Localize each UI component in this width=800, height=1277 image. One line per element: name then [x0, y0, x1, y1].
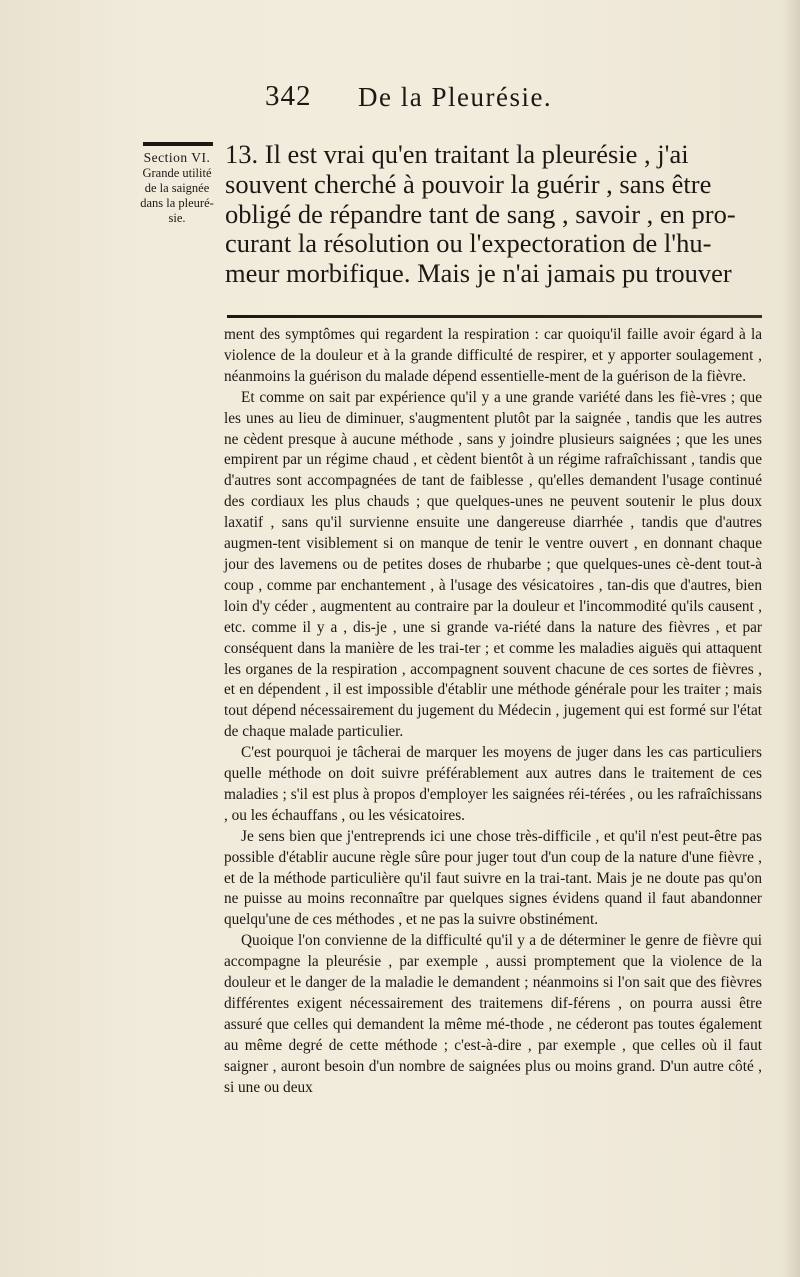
- footnote-rule: [227, 315, 762, 318]
- margin-notes: [140, 150, 214, 226]
- main-text-line: curant la résolution ou l'expectoration de l'hu-: [225, 228, 712, 259]
- margin-rule: [143, 142, 213, 146]
- margin-note-line: de la saignée: [144, 181, 210, 195]
- page-edge-shadow: [782, 0, 800, 1277]
- main-text-line: obligé de répandre tant de sang , savoir , en pro-: [225, 198, 736, 229]
- footnote-paragraph: Quoique l'on convienne de la difficulté qu'il y a de déterminer le genre de fièvre qui accompagne la pleurésie , par exemple , aussi promptement que la violence de la douleur et le danger de la maladie le demandent ; néanmoins si l'on sait que des fièvres différentes exigent nécessairement des traitemens dif-férens , on pourra aussi être assuré que celles qui demandent la même mé-thode , ne céderont pas toutes également au même degré de cette méthode ; c'est-à-dire , par exemple , que celles où il faut saigner , auront besoin d'un nombre de saignées plus ou moins grand. D'un autre côté , si une ou deux: [224, 932, 762, 1096]
- page-header: [265, 80, 605, 120]
- main-text-line: souvent cherché à pouvoir la guérir , sans être: [225, 168, 712, 199]
- footnote-paragraph: Je sens bien que j'entreprends ici une chose très-difficile , et qu'il n'est peut-être pas possible d'établir aucune règle sûre pour juger tout d'un coup de la nature d'une fièvre , et de la méthode particulière qu'il faut suivre en la trai-tant. Mais je ne doute pas qu'on ne puisse au moins reconnaître par quelques signes évidens quand il faut abandonner quelqu'une de ces méthodes , et ne pas la suivre obstinément.: [224, 827, 762, 929]
- section-label: Section VI.: [143, 150, 211, 165]
- running-title: De la Pleurésie.: [358, 82, 553, 112]
- margin-note-line: Grande utilité: [142, 166, 212, 180]
- main-text-line: meur morbifique. Mais je n'ai jamais pu trouver: [225, 258, 732, 289]
- footnote-paragraph: ment des symptômes qui regardent la respiration : car quoiqu'il faille avoir égard à la violence de la douleur et à la grande difficulté de respirer, et y apporter soulagement , néanmoins la guérison du malade dépend essentielle-ment de la guérison de la fièvre.: [224, 326, 762, 385]
- main-paragraph: [225, 139, 736, 289]
- margin-note-line: dans la pleuré-: [140, 196, 214, 210]
- footnote-paragraph: C'est pourquoi je tâcherai de marquer les moyens de juger dans les cas particuliers quelle méthode on doit suivre préférablement aux autres dans le traitement de ces maladies ; s'il est plus à propos d'employer les saignées réi-térées , ou les rafraîchissans , ou les échauffans , ou les vésicatoires.: [224, 744, 762, 824]
- main-text-line: 13. Il est vrai qu'en traitant la pleurésie , j'ai: [225, 139, 689, 169]
- page-number: 342: [265, 80, 312, 112]
- margin-note-line: sie.: [168, 211, 186, 225]
- footnotes: [224, 325, 762, 1099]
- footnote-paragraph: Et comme on sait par expérience qu'il y a une grande variété dans les fiè-vres ; que les unes au lieu de diminuer, s'augmentent plutôt par la saignée , tandis que les autres ne cèdent presque à aucune méthode , sans y joindre plusieurs saignées ; que les unes empirent par un régime chaud , et cèdent bientôt à un régime rafraîchissant , tandis que d'autres sont accompagnées de tant de faiblesse , qu'elles demandent l'usage continué des cordiaux les plus chauds ; que quelques-unes ne peuvent soutenir le plus doux laxatif , sans qu'il survienne ensuite une dangereuse diarrhée , tandis que d'autres augmen-tent visiblement si on manque de tenir le ventre ouvert , en donnant chaque jour des lavemens ou de petites doses de rhubarbe ; que quelques-unes cè-dent tout-à coup , comme par enchantement , à l'usage des vésicatoires , tan-dis que d'autres, bien loin d'y céder , augmentent au contraire par la douleur et l'incommodité qu'ils causent , etc. comme il y a , dis-je , une si grande va-riété dans la nature des fièvres , et par conséquent dans la manière de les trai-ter ; et comme les maladies aiguës qui attaquent les organes de la respiration , accompagnent souvent chacune de ces sortes de fièvres , et en dépendent , il est impossible d'établir une méthode générale pour les traiter ; mais tout dépend nécessairement du jugement du Médecin , jugement qui est formé sur l'état de chaque malade particulier.: [224, 388, 762, 741]
